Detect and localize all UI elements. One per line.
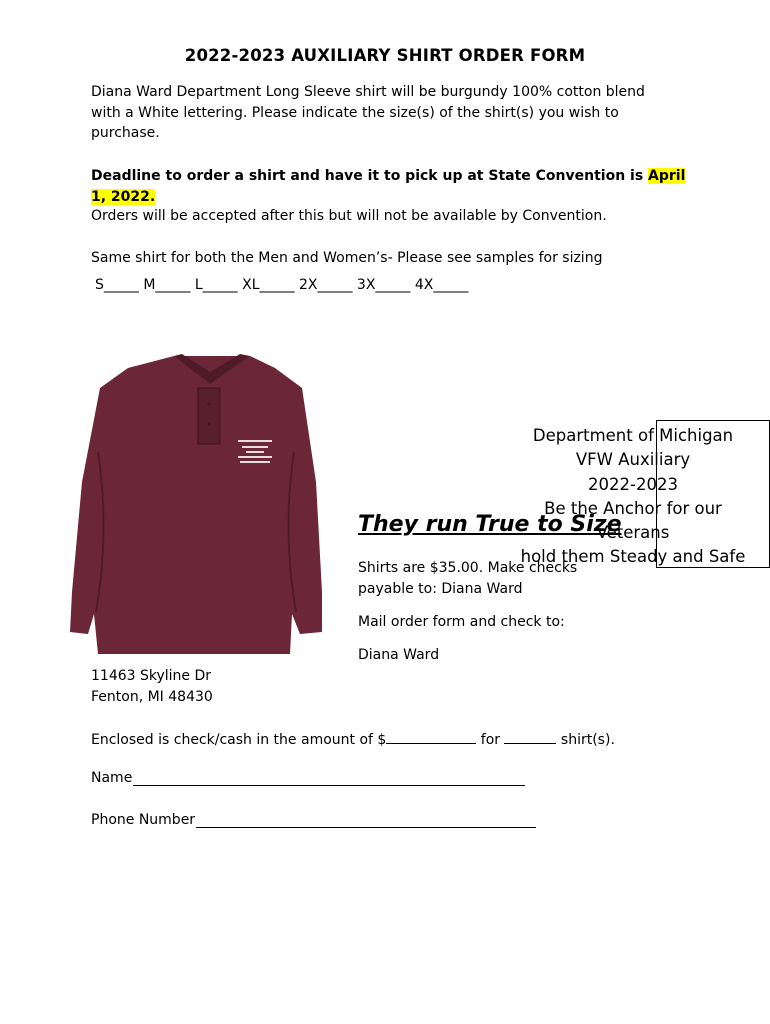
name-label: Name [91, 770, 133, 786]
amount-field[interactable] [386, 729, 476, 744]
tagline: They run True to Size [358, 512, 622, 537]
form-title: 2022-2023 AUXILIARY SHIRT ORDER FORM [184, 46, 586, 65]
slogan-line: Be the Anchor for our [544, 498, 722, 518]
sizes-line[interactable]: S_____ M_____ L_____ XL_____ 2X_____ 3X_____ 4X_____ [95, 277, 469, 293]
phone-row [91, 812, 536, 828]
deadline-paragraph [91, 166, 691, 207]
slogan-line: Veterans [596, 523, 670, 543]
slogan-line: 2022-2023 [588, 474, 678, 494]
payment-info [358, 558, 618, 599]
payment-line: Shirts are $35.00. Make checks [358, 560, 578, 576]
deadline-text: Deadline to order a shirt and have it to pick up at State Convention is [91, 168, 649, 184]
enclosed-line [91, 729, 711, 751]
name-field[interactable] [133, 770, 525, 786]
name-row [91, 770, 525, 786]
address-street: 11463 Skyline Dr [91, 668, 212, 684]
slogan-line: Department of Michigan [532, 426, 734, 445]
intro-paragraph: Diana Ward Department Long Sleeve shirt will be burgundy 100% cotton blend with a White lettering. Please indicate the size(s) of the shirt(s) you wish to purchase. [91, 84, 645, 141]
mailing-address [91, 666, 391, 707]
shirt-image [70, 352, 322, 657]
mail-recipient: Diana Ward [358, 647, 440, 663]
payment-line: payable to: Diana Ward [358, 580, 523, 597]
slogan-text [498, 424, 768, 570]
accepted-note: Orders will be accepted after this but will not be available by Convention. [91, 208, 607, 224]
enclosed-text: Enclosed is check/cash in the amount of $ [91, 732, 387, 748]
phone-field[interactable] [196, 812, 536, 828]
slogan-line: hold them Steady and Safe [520, 547, 746, 567]
slogan-line: VFW Auxiliary [575, 450, 691, 470]
quantity-field[interactable] [504, 729, 556, 744]
shirt-icon [70, 352, 322, 657]
address-city: Fenton, MI 48430 [91, 688, 213, 705]
enclosed-text: shirt(s). [556, 732, 615, 748]
deadline-date: April 1, 2022. [91, 168, 686, 205]
same-shirt-note: Same shirt for both the Men and Women’s- Please see samples for sizing [91, 250, 603, 266]
enclosed-text: for [476, 732, 505, 748]
mail-instructions: Mail order form and check to: [358, 614, 565, 630]
phone-label: Phone Number [91, 812, 196, 828]
